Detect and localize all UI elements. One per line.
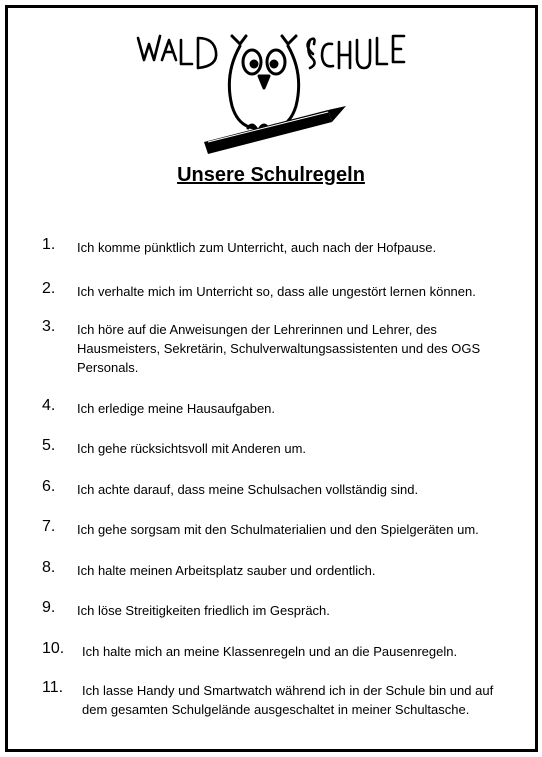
owl-icon <box>229 36 298 128</box>
rule-number: 1. <box>42 236 56 253</box>
rule-number: 3. <box>42 318 56 335</box>
rule-number: 5. <box>42 437 56 454</box>
rule-text: Ich verhalte mich im Unterricht so, dass alle ungestört lernen können. <box>77 284 476 299</box>
rule-text: Ich achte darauf, dass meine Schulsachen vollständig sind. <box>77 482 419 497</box>
pencil-icon <box>204 106 346 154</box>
rule-number: 6. <box>42 478 56 495</box>
rule-text: Ich lasse Handy und Smartwatch während ich in der Schule bin und auf dem gesamten Schulgelände ausgeschaltet in meiner Schultasche. <box>82 683 494 717</box>
rule-text: Ich gehe rücksichtsvoll mit Anderen um. <box>77 441 307 456</box>
school-owl-logo <box>128 14 408 156</box>
rule-number: 10. <box>42 640 65 657</box>
rule-number: 7. <box>42 518 56 535</box>
rule-text: Ich gehe sorgsam mit den Schulmaterialien und den Spielgeräten um. <box>77 522 479 537</box>
rule-text: Ich löse Streitigkeiten friedlich im Gespräch. <box>77 603 330 618</box>
rule-number: 2. <box>42 280 56 297</box>
logo-word-left <box>138 36 216 68</box>
rule-text: Ich halte meinen Arbeitsplatz sauber und ordentlich. <box>77 563 376 578</box>
rule-number: 4. <box>42 397 56 414</box>
rule-number: 9. <box>42 599 56 616</box>
rule-number: 8. <box>42 559 56 576</box>
logo-word-right <box>308 36 404 68</box>
rule-text: Ich komme pünktlich zum Unterricht, auch nach der Hofpause. <box>77 240 437 255</box>
rule-text: Ich höre auf die Anweisungen der Lehrerinnen und Lehrer, des Hausmeisters, Sekretärin, Schulverwaltungsassistenten und des OGS Personals. <box>77 322 481 375</box>
rule-text: Ich erledige meine Hausaufgaben. <box>77 401 276 416</box>
rule-number: 11. <box>42 679 64 696</box>
rule-text: Ich halte mich an meine Klassenregeln und an die Pausenregeln. <box>82 644 458 659</box>
page-title: Unsere Schulregeln <box>177 164 365 186</box>
